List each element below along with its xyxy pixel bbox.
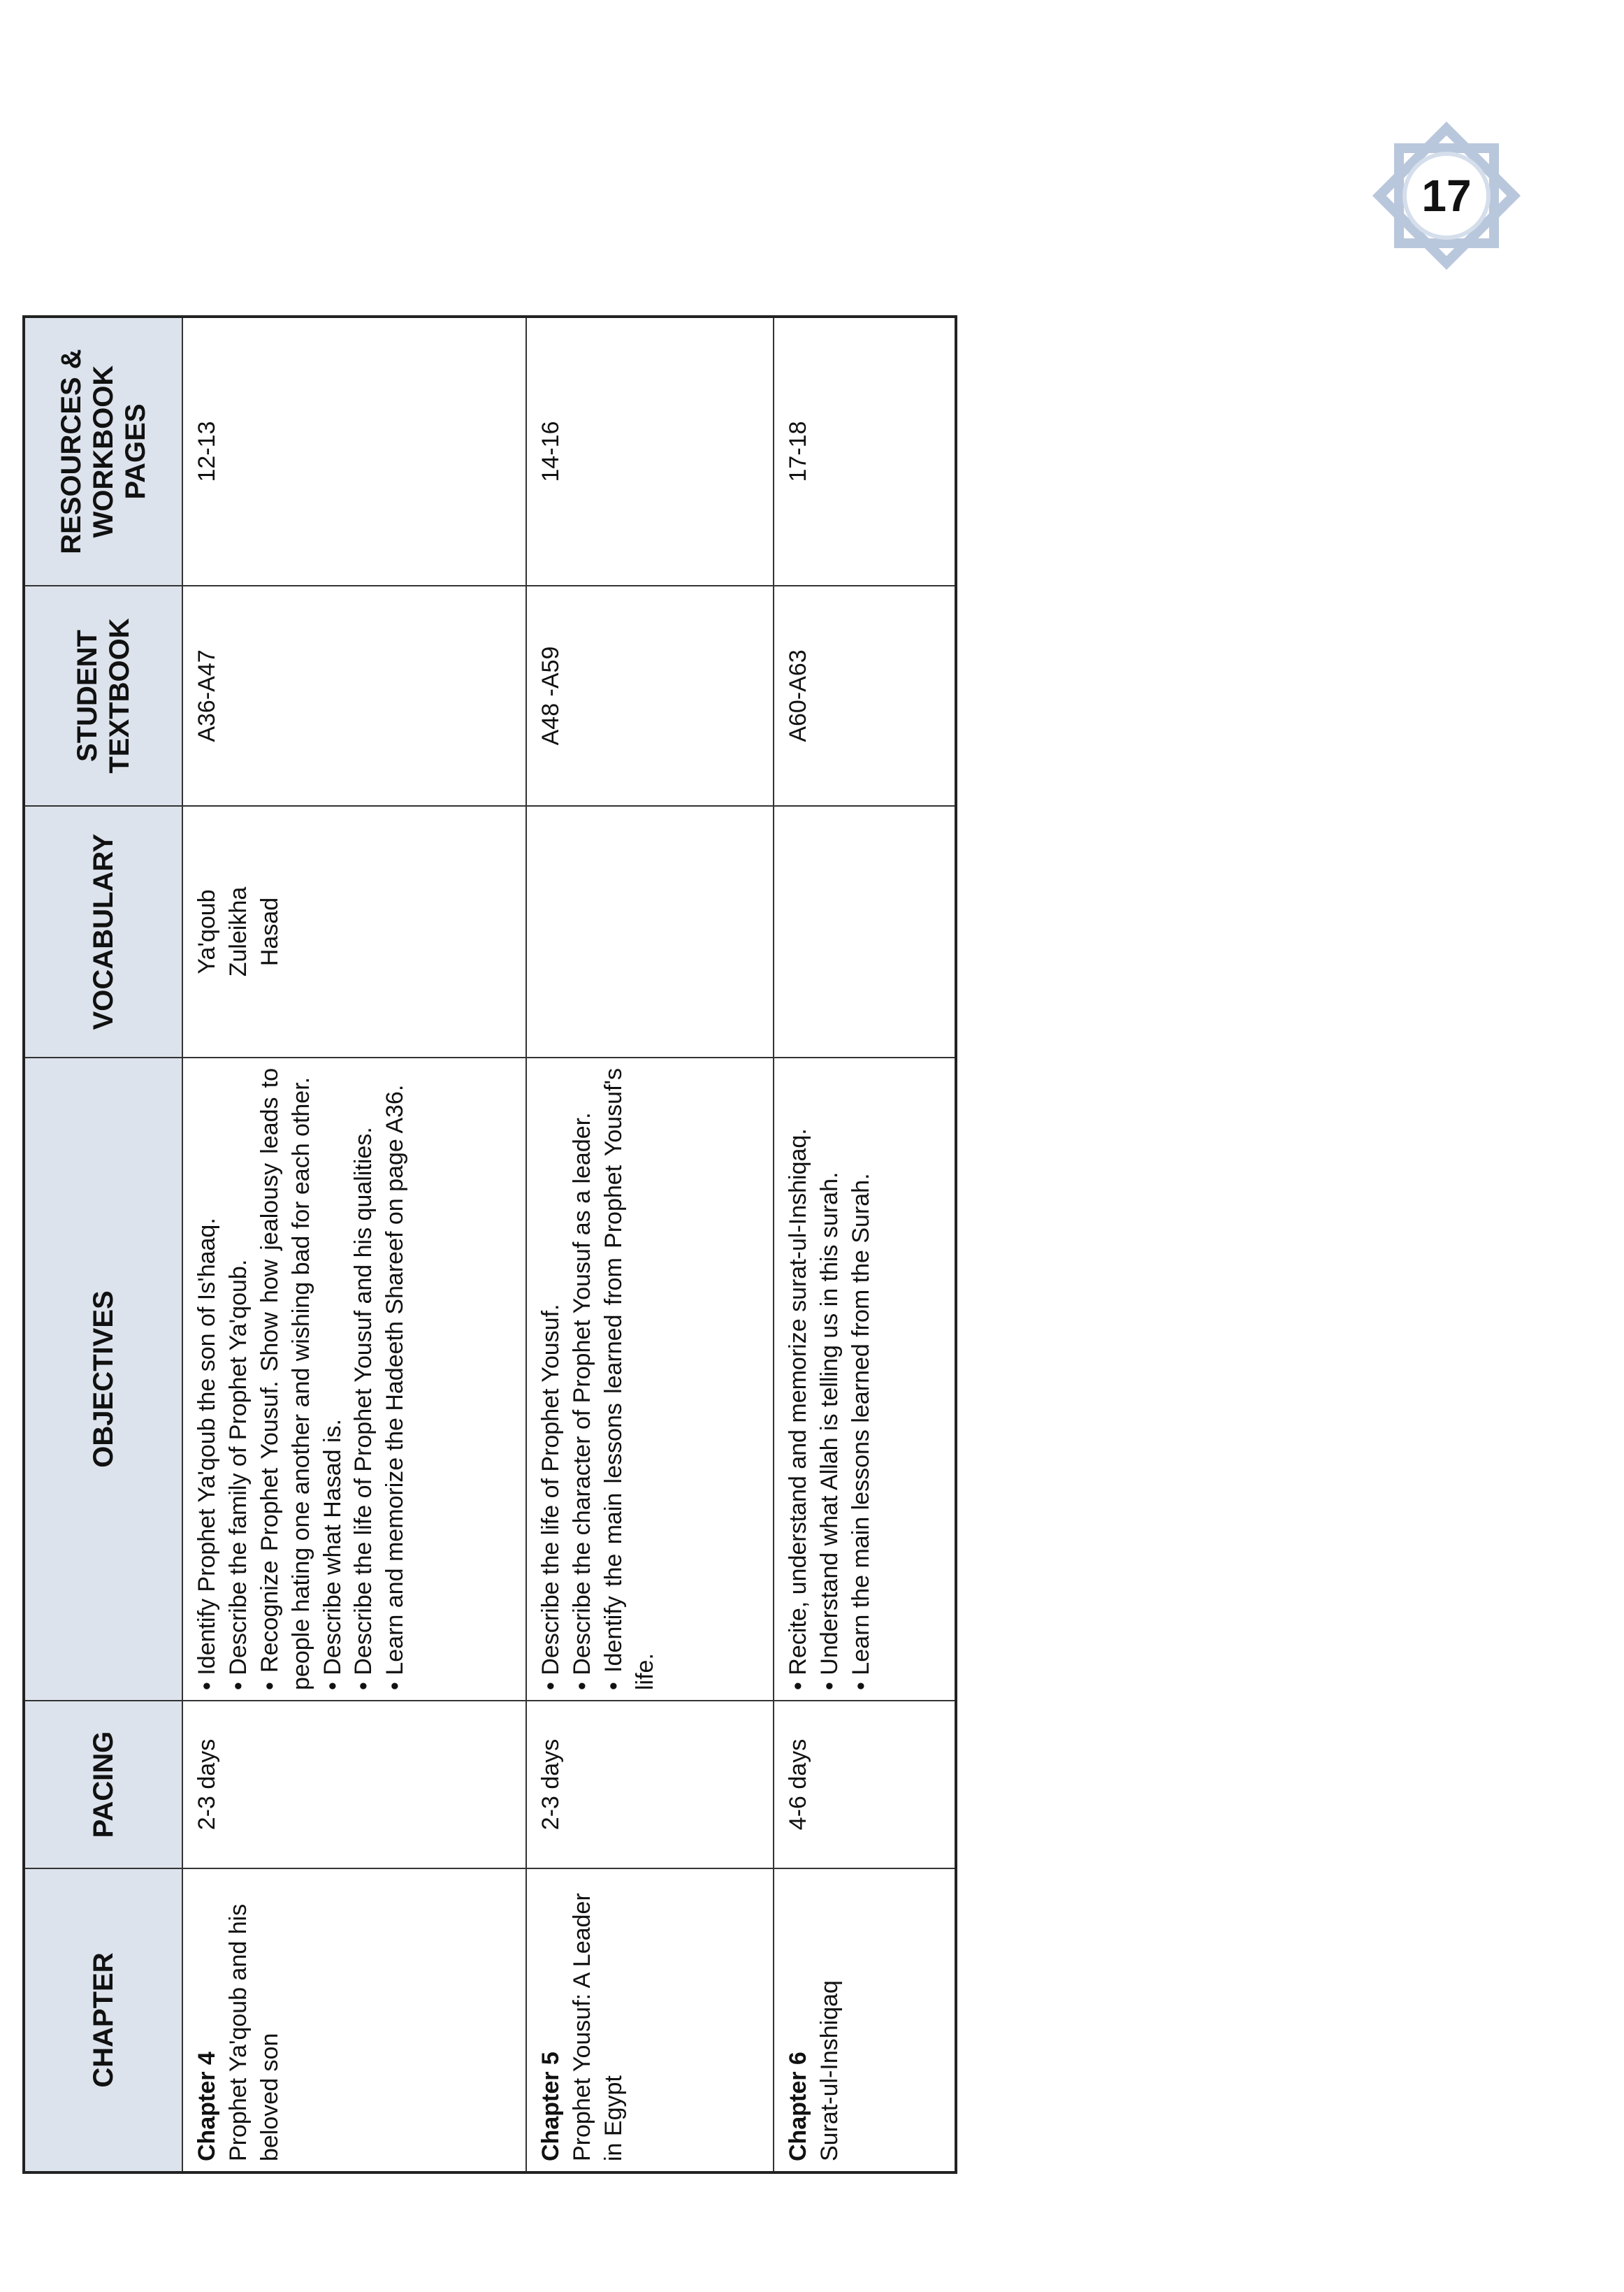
chapter-cell (182, 1868, 526, 2172)
header-row (24, 317, 182, 2172)
table-row (182, 317, 526, 2172)
chapter-title: Prophet Yousuf: A Leader in Egypt (569, 1893, 627, 2161)
vocabulary-cell (182, 806, 526, 1058)
header-textbook: STUDENT TEXTBOOK (24, 586, 182, 806)
chapter-cell (526, 1868, 774, 2172)
objective-item: • Understand what Allah is telling us in this surah. (814, 1068, 846, 1690)
objective-item: • Identify the main lessons learned from Prophet Yousuf's life. (598, 1068, 661, 1690)
table-row (526, 317, 774, 2172)
textbook-cell: A60-A63 (774, 586, 956, 806)
vocabulary-word: Zuleikha (224, 886, 252, 977)
resources-cell: 12-13 (182, 317, 526, 586)
lesson-plan-table (22, 315, 957, 2174)
chapter-title: Surat-ul-Inshiqaq (815, 1980, 843, 2161)
pacing-cell: 2-3 days (526, 1701, 774, 1868)
objective-item: • Recognize Prophet Yousuf. Show how jealousy leads to people hating one another and wishing bad for each other. (254, 1068, 317, 1690)
textbook-cell: A36-A47 (182, 586, 526, 806)
vocabulary-word: Ya'qoub (194, 889, 221, 974)
objective-item: • Describe the life of Prophet Yousuf. (535, 1068, 567, 1690)
objective-item: • Learn the main lessons learned from the Surah. (846, 1068, 877, 1690)
page-number-badge (1356, 105, 1537, 287)
textbook-cell: A48 -A59 (526, 586, 774, 806)
chapter-title: Prophet Ya'qoub and his beloved son (224, 1903, 283, 2161)
header-resources: RESOURCES & WORKBOOK PAGES (24, 317, 182, 586)
page-number: 17 (1421, 171, 1472, 221)
vocabulary-cell (774, 806, 956, 1058)
header-chapter: CHAPTER (24, 1868, 182, 2172)
chapter-number: Chapter 6 (784, 2052, 811, 2161)
objective-item: • Describe the family of Prophet Ya'qoub. (223, 1068, 254, 1690)
objective-item: • Describe the life of Prophet Yousuf and his qualities. (348, 1068, 379, 1690)
objective-item: • Learn and memorize the Hadeeth Shareef on page A36. (379, 1068, 411, 1690)
objectives-cell (182, 1058, 526, 1701)
chapter-number: Chapter 5 (537, 2052, 565, 2161)
header-pacing: PACING (24, 1701, 182, 1868)
table-row (774, 317, 956, 2172)
lesson-plan-table-rotated (22, 318, 957, 2174)
pacing-cell: 2-3 days (182, 1701, 526, 1868)
objective-item: • Describe the character of Prophet Yousuf as a leader. (567, 1068, 598, 1690)
vocabulary-word: Hasad (256, 897, 283, 967)
chapter-number: Chapter 4 (194, 2052, 221, 2161)
resources-cell: 17-18 (774, 317, 956, 586)
objective-item: • Describe what Hasad is. (317, 1068, 349, 1690)
objectives-cell (774, 1058, 956, 1701)
pacing-cell: 4-6 days (774, 1701, 956, 1868)
objective-item: • Identify Prophet Ya'qoub the son of Is'haaq. (191, 1068, 223, 1690)
header-objectives: OBJECTIVES (24, 1058, 182, 1701)
vocabulary-cell (526, 806, 774, 1058)
resources-cell: 14-16 (526, 317, 774, 586)
chapter-cell (774, 1868, 956, 2172)
objective-item: • Recite, understand and memorize surat-ul-Inshiqaq. (783, 1068, 814, 1690)
header-vocabulary: VOCABULARY (24, 806, 182, 1058)
objectives-cell (526, 1058, 774, 1701)
